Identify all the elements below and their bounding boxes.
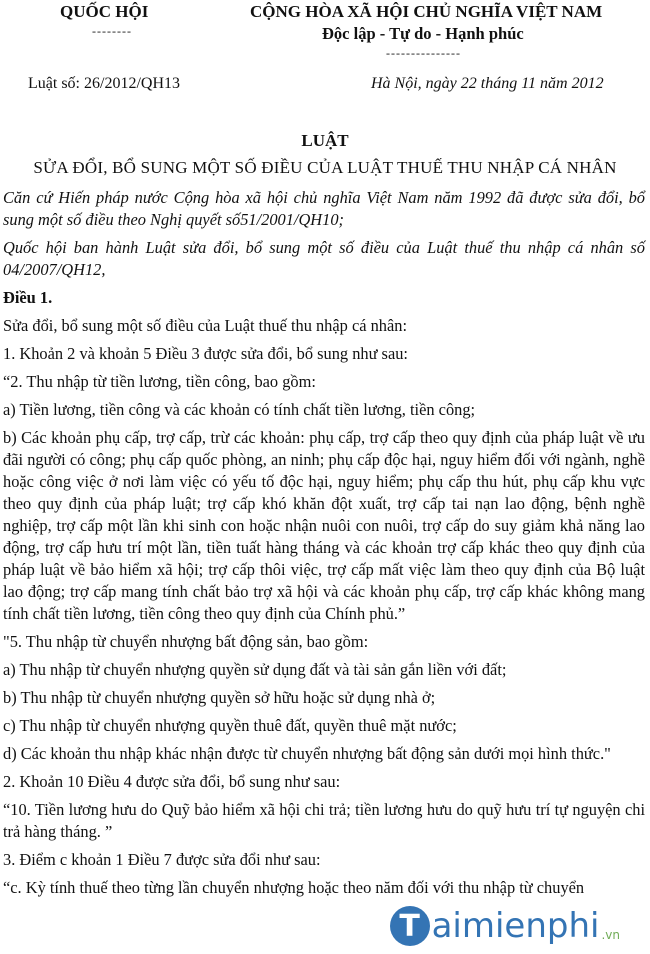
watermark-suffix: .vn bbox=[601, 928, 620, 942]
body-paragraph: "5. Thu nhập từ chuyển nhượng bất động sản, bao gồm: bbox=[3, 632, 369, 651]
body-paragraph: b) Các khoản phụ cấp, trợ cấp, trừ các khoản: phụ cấp, trợ cấp theo quy định của pháp luật về ưu đãi người có công; phụ cấp quốc phòng, an ninh; phụ cấp độc hại, nguy hiểm đối với ngành, nghề hoặc công việc ở nơi làm việc có yếu tố độc hại, nguy hiểm; phụ cấp thu hút, phụ cấp khu vực theo quy định của pháp luật; trợ cấp khó khăn đột xuất, trợ cấp tai nạn lao động, bệnh nghề nghiệp, trợ cấp một lần khi sinh con hoặc nhận nuôi con nuôi, trợ cấp do suy giảm khả năng lao động, trợ cấp hưu trí một lần, tiền tuất hàng tháng và các khoản trợ cấp khác theo quy định của pháp luật về bảo hiểm xã hội; trợ cấp thôi việc, trợ cấp mất việc làm theo quy định của Bộ luật lao động; trợ cấp mang tính chất bảo trợ xã hội và các khoản phụ cấp, trợ cấp khác không mang tính chất tiền lương, tiền công theo quy định của Chính phủ.” bbox=[3, 428, 645, 623]
body-paragraph: Sửa đổi, bổ sung một số điều của Luật thuế thu nhập cá nhân: bbox=[3, 316, 408, 335]
document-body bbox=[3, 187, 645, 905]
body-paragraph: 2. Khoản 10 Điều 4 được sửa đổi, bổ sung như sau: bbox=[3, 772, 341, 791]
document-subtitle: SỬA ĐỔI, BỔ SUNG MỘT SỐ ĐIỀU CỦA LUẬT THUẾ THU NHẬP CÁ NHÂN bbox=[33, 158, 617, 177]
body-paragraph: “c. Kỳ tính thuế theo từng lần chuyển nhượng hoặc theo năm đối với thu nhập từ chuyển bbox=[3, 878, 585, 897]
body-paragraph: “10. Tiền lương hưu do Quỹ bảo hiểm xã hội chi trả; tiền lương hưu do quỹ hưu trí tự nguyện chi trả hàng tháng. ” bbox=[3, 800, 645, 841]
body-paragraph: a) Tiền lương, tiền công và các khoản có tính chất tiền lương, tiền công; bbox=[3, 400, 476, 419]
document-title: LUẬT bbox=[301, 131, 349, 150]
watermark-logo bbox=[390, 906, 620, 946]
place-date: Hà Nội, ngày 22 tháng 11 năm 2012 bbox=[371, 75, 604, 92]
body-paragraph: c) Thu nhập từ chuyển nhượng quyền thuê đất, quyền thuê mặt nước; bbox=[3, 716, 457, 735]
body-paragraph: 1. Khoản 2 và khoản 5 Điều 3 được sửa đổi, bổ sung như sau: bbox=[3, 344, 408, 363]
national-title: CỘNG HÒA XÃ HỘI CHỦ NGHĨA VIỆT NAM bbox=[250, 2, 603, 21]
body-paragraph: 3. Điểm c khoản 1 Điều 7 được sửa đổi như sau: bbox=[3, 850, 321, 869]
logo-icon: T bbox=[390, 906, 430, 946]
article-heading: Điều 1. bbox=[3, 288, 53, 307]
national-motto: Độc lập - Tự do - Hạnh phúc bbox=[322, 24, 524, 43]
issuing-body-rule: -------- bbox=[92, 24, 132, 38]
body-paragraph: d) Các khoản thu nhập khác nhận được từ chuyển nhượng bất động sản dưới mọi hình thức." bbox=[3, 744, 611, 763]
law-number: Luật số: 26/2012/QH13 bbox=[28, 75, 180, 92]
body-paragraph: “2. Thu nhập từ tiền lương, tiền công, bao gồm: bbox=[3, 372, 316, 391]
national-motto-rule: --------------- bbox=[386, 46, 461, 60]
preamble-paragraph: Quốc hội ban hành Luật sửa đổi, bổ sung một số điều của Luật thuế thu nhập cá nhân số 04/2007/QH12, bbox=[3, 238, 645, 279]
body-paragraph: a) Thu nhập từ chuyển nhượng quyền sử dụng đất và tài sản gắn liền với đất; bbox=[3, 660, 507, 679]
preamble-paragraph: Căn cứ Hiến pháp nước Cộng hòa xã hội chủ nghĩa Việt Nam năm 1992 đã được sửa đổi, bổ sung một số điều theo Nghị quyết số51/2001/QH10; bbox=[3, 188, 645, 229]
watermark-text: aimienphi bbox=[431, 906, 600, 946]
body-paragraph: b) Thu nhập từ chuyển nhượng quyền sở hữu hoặc sử dụng nhà ở; bbox=[3, 688, 436, 707]
issuing-body: QUỐC HỘI bbox=[60, 2, 149, 21]
